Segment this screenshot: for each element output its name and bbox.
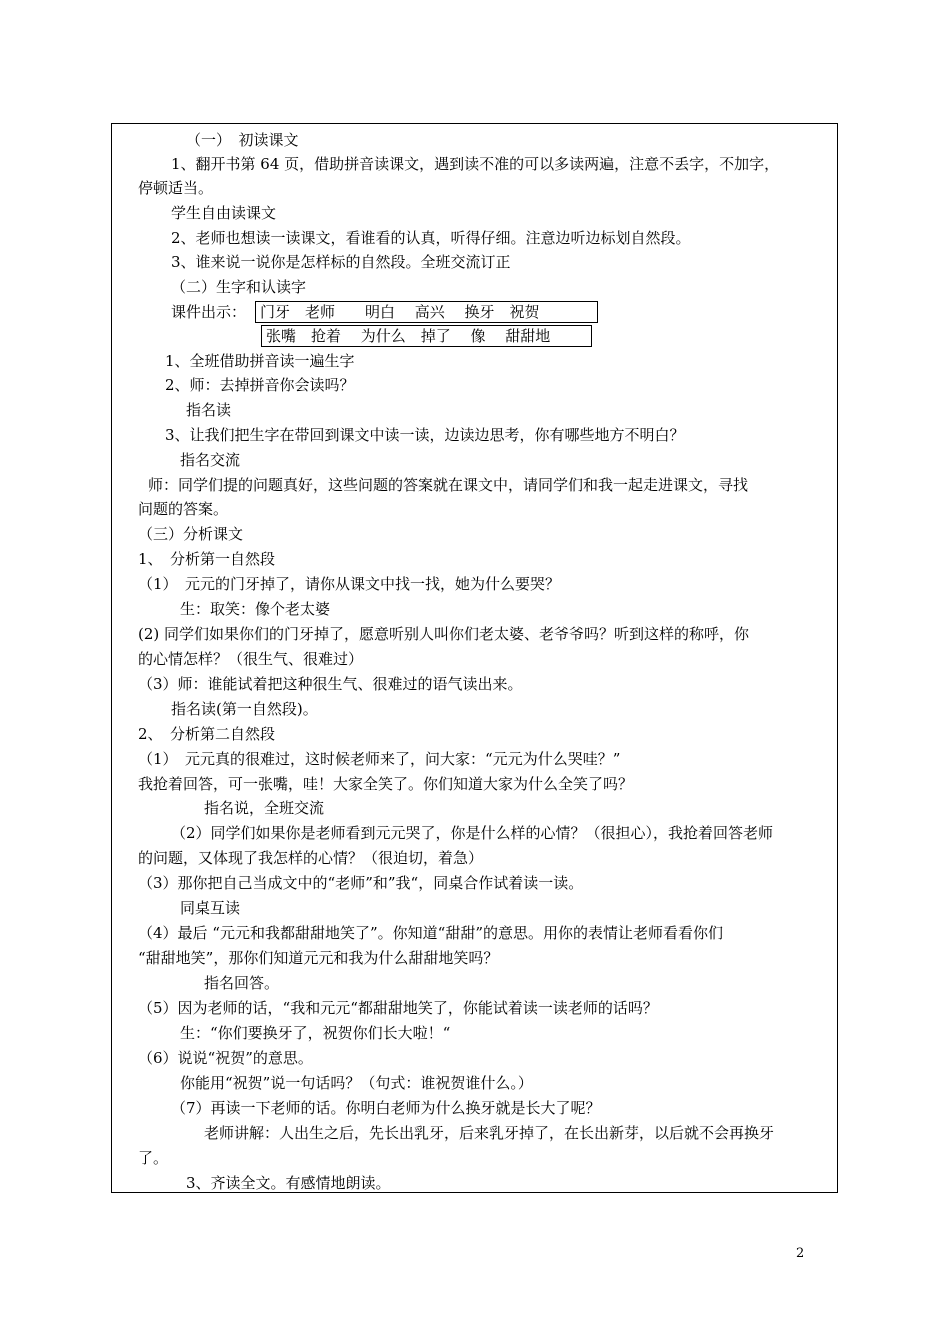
- courseware-label: 课件出示：: [171, 303, 247, 321]
- text-line: 1、翻开书第 64 页，借助拼音读课文，遇到读不准的可以多读两遍，注意不丢字，不加字，: [171, 155, 780, 173]
- text-line: 了。: [138, 1149, 169, 1167]
- text-line: 指名说，全班交流: [204, 799, 325, 817]
- text-line: 3、齐读全文。有感情地朗读。: [186, 1174, 391, 1192]
- text-line: 师：同学们提的问题真好，这些问题的答案就在课文中，请同学们和我一起走进课文，寻找: [148, 476, 749, 494]
- page-number: 2: [796, 1246, 805, 1261]
- text-line: 3、让我们把生字在带回到课文中读一读，边读边思考，你有哪些地方不明白？: [165, 426, 685, 444]
- text-line: “甜甜地笑”，那你们知道元元和我为什么甜甜地笑吗？: [138, 949, 499, 967]
- text-line: 指名回答。: [204, 974, 280, 992]
- text-line: 问题的答案。: [138, 500, 229, 518]
- text-line: 1、全班借助拼音读一遍生字: [165, 352, 355, 370]
- text-line: （1） 元元的门牙掉了，请你从课文中找一找，她为什么要哭？: [138, 575, 561, 593]
- text-line: 2、 分析第二自然段: [138, 725, 276, 743]
- text-line: （3）那你把自己当成文中的“老师”和”我“，同桌合作试着读一读。: [138, 874, 584, 892]
- text-line: （2）同学们如果你是老师看到元元哭了，你是什么样的心情？（很担心），我抢着回答老师: [171, 824, 774, 842]
- text-line: （7）再读一下老师的话。你明白老师为什么换牙就是长大了呢？: [171, 1099, 601, 1117]
- text-line: 同桌互读: [180, 899, 241, 917]
- text-line: （3）师：谁能试着把这种很生气、很难过的语气读出来。: [138, 675, 523, 693]
- character-box-row-1: 门牙 老师 明白 高兴 换牙 祝贺: [255, 301, 598, 323]
- text-line: （5）因为老师的话，“我和元元“都甜甜地笑了，你能试着读一读老师的话吗？: [138, 999, 658, 1017]
- text-line: 指名读: [186, 401, 232, 419]
- text-line: 2、师：去掉拼音你会读吗？: [165, 376, 355, 394]
- section-heading-first-reading: （一） 初读课文: [186, 131, 299, 149]
- text-line: 生：取笑：像个老太婆: [180, 600, 331, 618]
- text-line: （1） 元元真的很难过，这时候老师来了，问大家：“元元为什么哭哇？”: [138, 750, 621, 768]
- text-line: 学生自由读课文: [171, 204, 277, 222]
- text-line: 指名交流: [180, 451, 241, 469]
- section-heading-analysis: （三）分析课文: [138, 525, 244, 543]
- text-line: 停顿适当。: [138, 179, 214, 197]
- text-line: （6）说说“祝贺”的意思。: [138, 1049, 313, 1067]
- text-line: 2、老师也想读一读课文，看谁看的认真，听得仔细。注意边听边标划自然段。: [171, 229, 691, 247]
- text-line: 我抢着回答，可一张嘴，哇！大家全笑了。你们知道大家为什么全笑了吗？: [138, 775, 634, 793]
- text-line: （4）最后 “元元和我都甜甜地笑了”。你知道“甜甜”的意思。用你的表情让老师看看你们: [138, 924, 723, 942]
- text-line: 老师讲解：人出生之后，先长出乳牙，后来乳牙掉了，在长出新芽，以后就不会再换牙: [204, 1124, 775, 1142]
- text-line: 3、谁来说一说你是怎样标的自然段。全班交流订正: [171, 253, 511, 271]
- text-line: 生：“你们要换牙了，祝贺你们长大啦！“: [180, 1024, 451, 1042]
- text-line: 1、 分析第一自然段: [138, 550, 276, 568]
- text-line: 的心情怎样？（很生气、很难过）: [138, 650, 364, 668]
- text-line: (2) 同学们如果你们的门牙掉了，愿意听别人叫你们老太婆、老爷爷吗？听到这样的称呼，你: [138, 625, 750, 643]
- text-line: 你能用“祝贺”说一句话吗？（句式：谁祝贺谁什么。）: [180, 1074, 533, 1092]
- section-heading-new-characters: （二）生字和认读字: [171, 278, 307, 296]
- character-box-row-2: 张嘴 抢着 为什么 掉了 像 甜甜地: [261, 325, 592, 347]
- text-line: 指名读(第一自然段)。: [171, 700, 318, 718]
- text-line: 的问题，又体现了我怎样的心情？（很迫切，着急）: [138, 849, 484, 867]
